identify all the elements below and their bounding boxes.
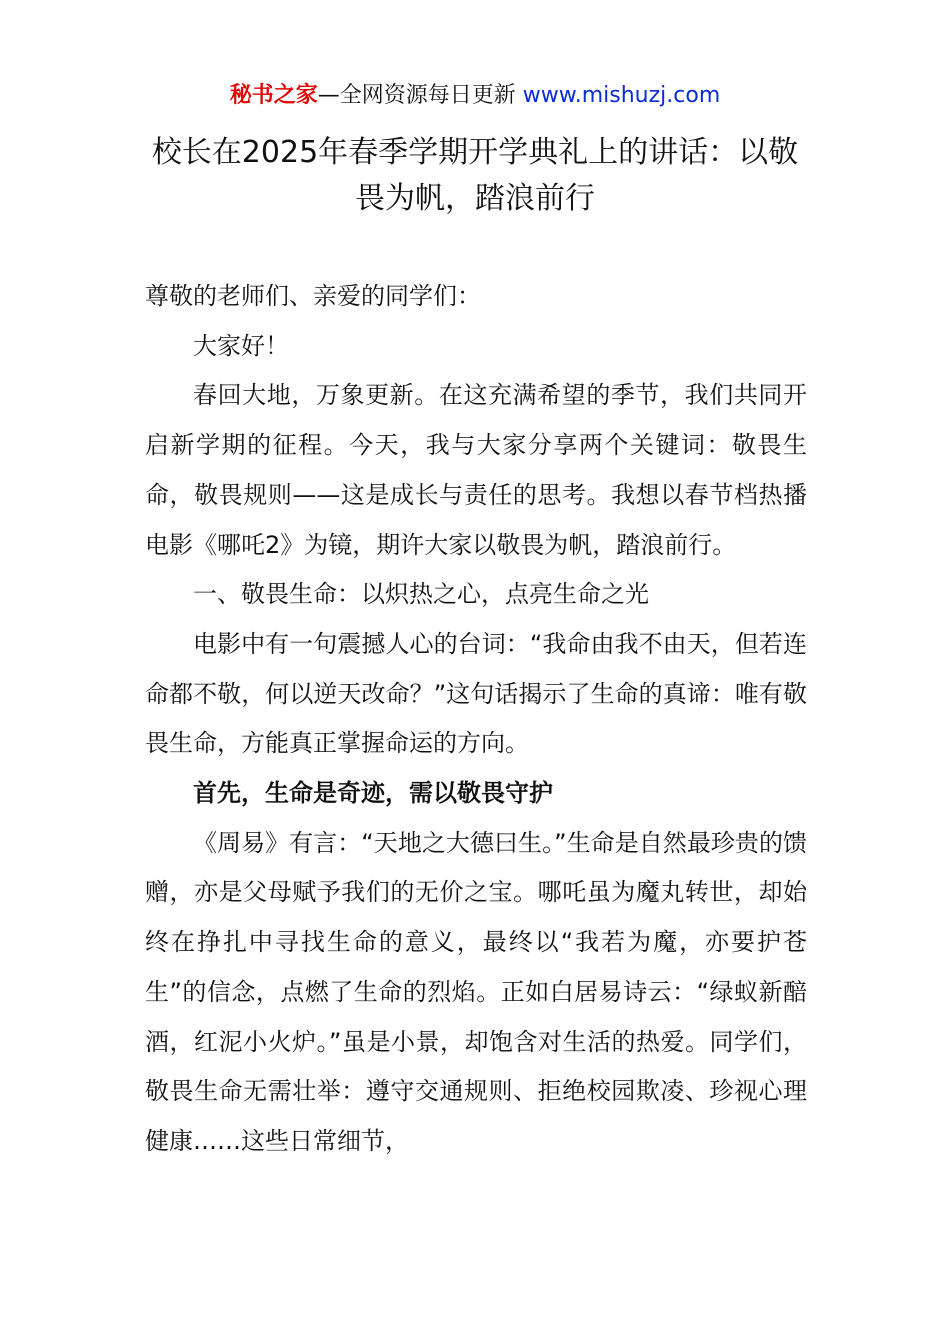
body-paragraph: 电影中有一句震撼人心的台词：“我命由我不由天，但若连命都不敬，何以逆天改命？”这句话揭示了生命的真谛：唯有敬畏生命，方能真正掌握命运的方向。 [145, 629, 807, 758]
body-paragraph: 《周易》有言：“天地之大德曰生。”生命是自然最珍贵的馈赠，亦是父母赋予我们的无价之宝。哪吒虽为魔丸转世，却始终在挣扎中寻找生命的意义，最终以“我若为魔，亦要护苍生”的信念，点燃了生命的烈焰。正如白居易诗云：“绿蚁新醅酒，红泥小火炉。”虽是小景，却饱含对生活的热爱。同学们，敬畏生命无需壮举：遵守交通规则、拒绝校园欺凌、珍视心理健康……这些日常细节， [145, 828, 807, 1155]
brand-name: 秘书之家 [229, 83, 318, 108]
site-header [0, 80, 950, 112]
section-heading: 一、敬畏生命：以炽热之心，点亮生命之光 [193, 580, 649, 609]
header-tagline: —全网资源每日更新 [317, 83, 523, 108]
salutation: 尊敬的老师们、亲爱的同学们： [145, 282, 481, 310]
greeting: 大家好！ [193, 331, 289, 360]
site-url[interactable]: www.mishuzj.com [522, 83, 721, 108]
document-title: 校长在2025年春季学期开学典礼上的讲话：以敬畏为帆，踏浪前行 [151, 135, 799, 216]
document-body [145, 272, 807, 1167]
sub-heading: 首先，生命是奇迹，需以敬畏守护 [193, 779, 553, 808]
intro-paragraph: 春回大地，万象更新。在这充满希望的季节，我们共同开启新学期的征程。今天，我与大家分享两个关键词：敬畏生命，敬畏规则——这是成长与责任的思考。我想以春节档热播电影《哪吒2》为镜，期许大家以敬畏为帆，踏浪前行。 [145, 381, 807, 559]
